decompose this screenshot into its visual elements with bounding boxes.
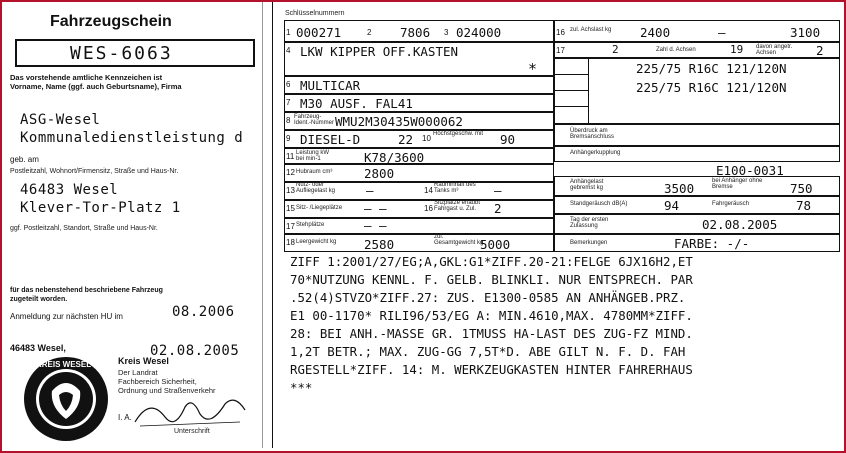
speed-label: Höchstgeschw. mit [433, 131, 484, 137]
trailer-load-label: Anhängelast gebremst kg [570, 179, 604, 191]
field-number-1: 1 [286, 28, 291, 37]
signature-caption: Unterschrift [174, 428, 210, 435]
seats-label: Sitz- /Liegeplätze [296, 205, 343, 211]
address-caption: Postleitzahl, Wohnort/Firmensitz, Straße und Haus-Nr. [10, 168, 179, 175]
axle-field-20b: 19 [730, 43, 744, 56]
remark-line: 70*NUTZUNG KENNL. F. GELB. BLINKLI. NUR ENTSPRECH. PAR [290, 272, 693, 287]
field-number-13: 13 [286, 186, 295, 195]
panel-divider [272, 2, 273, 448]
authority-sub: Der Landrat Fachbereich Sicherheit, Ordnung und Straßenverkehr [118, 368, 216, 395]
payload: — [366, 183, 374, 198]
gross-weight-label: zul. Gesamtgewicht kg [434, 234, 484, 246]
gross-weight: 5000 [480, 237, 511, 252]
field-number-17: 17 [286, 222, 295, 231]
born-label: geb. am [10, 155, 39, 164]
first-registration: 02.08.2005 [702, 217, 778, 232]
field-number-16: 16 [424, 204, 433, 213]
authority-name: Kreis Wesel [118, 356, 169, 366]
tyre-size-1: 225/75 R16C 121/120N [636, 61, 787, 76]
displacement-label: Hubraum cm³ [296, 169, 333, 175]
field-17-box [284, 218, 554, 234]
remark-line: *** [290, 380, 313, 395]
first-registration-label: Tag der ersten Zulassung [570, 217, 609, 229]
axle-count: 2 [612, 43, 619, 56]
axle-load-1: 2400 [640, 25, 671, 40]
driven-axles: 2 [816, 43, 824, 58]
seal-lettering: KREIS WESEL [36, 360, 92, 369]
seats-allowed: 2 [494, 201, 502, 216]
vehicle-type: LKW KIPPER OFF.KASTEN [300, 44, 459, 59]
panel-divider-2 [262, 2, 263, 448]
vin-label: Fahrzeug-Ident.-Nummer [294, 114, 335, 126]
drive-noise-label: Fahrgeräusch [712, 201, 750, 207]
stationary-noise: 94 [664, 198, 680, 213]
key-number-label: Schlüsselnummern [285, 10, 345, 17]
remark-line: E1 00-1170* RILI96/53/EG A: MIN.4610,MAX. 4780MM*ZIFF. [290, 308, 693, 323]
brake-label: Überdruck am Bremsanschluss [570, 128, 615, 140]
fuel-code: 22 [398, 132, 414, 147]
field-number-15: 15 [286, 204, 295, 213]
field-number-14: 14 [424, 186, 433, 195]
displacement: 2800 [364, 166, 395, 181]
stationary-noise-label: Standgeräusch dB(A) [570, 201, 628, 207]
field-number-7: 7 [286, 98, 291, 107]
empty-weight: 2580 [364, 237, 395, 252]
axle-load-2: — [718, 25, 726, 40]
field-number-2: 2 [367, 28, 372, 37]
tyre-row-1 [554, 74, 588, 75]
tyre-row-2 [554, 90, 588, 91]
hu-label: Anmeldung zur nächsten HU im [10, 312, 123, 321]
address-line-2: Klever-Tor-Platz 1 [20, 200, 181, 216]
tyre-size-2: 225/75 R16C 121/120N [636, 80, 787, 95]
trailer-load: 3500 [664, 181, 695, 196]
fuel: DIESEL-D [300, 132, 361, 147]
owner-name-2: Kommunaledienstleistung d [20, 130, 244, 146]
issue-date: 02.08.2005 [150, 343, 240, 359]
remark-code: E100-0031 [716, 163, 784, 178]
power: K78/3600 [364, 150, 425, 165]
field-number-11: 11 [286, 152, 295, 161]
remark-line: RGESTELL*ZIFF. 14: M. WERKZEUGKASTEN HINTER FAHRERHAUS [290, 362, 693, 377]
field-number-20: 17 [556, 46, 565, 55]
payload-label: Nutz- oder Aufliegelast kg [296, 182, 336, 194]
field-number-18: 18 [286, 238, 295, 247]
unbraked-load: 750 [790, 181, 813, 196]
remark-line: .52(4)STVZO*ZIFF.27: ZUS. E1300-0585 AN ANHÄNGEB.PRZ. [290, 290, 686, 305]
power-label: Leistung kW bei min-1 [296, 150, 330, 162]
issue-place: 46483 Wesel, [10, 343, 66, 353]
standing: — — [364, 218, 387, 233]
field-2-value: 7806 [400, 25, 431, 40]
model: M30 AUSF. FAL41 [300, 96, 413, 111]
axle-load-label: zul. Achslast kg [570, 27, 612, 33]
tank: — [494, 183, 502, 198]
seats-allowed-label: Sitzplätze erlaubt Fahrgast u. Zul. [434, 200, 481, 212]
ia-label: I. A. [118, 413, 132, 422]
tyre-divider [588, 58, 589, 124]
hu-value: 08.2006 [172, 304, 235, 320]
field-number-10: 10 [422, 134, 431, 143]
axle-count-label: Zahl d. Achsen [656, 47, 696, 53]
color: FARBE: -/- [674, 236, 750, 251]
standing-label: Stehplätze [296, 222, 325, 228]
vin: WMU2M30435W000062 [335, 114, 463, 129]
owner-name: ASG-Wesel [20, 112, 101, 128]
drive-noise: 78 [796, 198, 812, 213]
unbraked-label: bei Anhänger ohne Bremse [712, 178, 763, 190]
field-number-19: 16 [556, 28, 565, 37]
field-1-value: 000271 [296, 25, 342, 40]
signature [130, 392, 250, 432]
axle-load-3: 3100 [790, 25, 821, 40]
remark-line: ZIFF 1:2001/27/EG;A,GKL:G1*ZIFF.20-21:FELGE 6JX16H2,ET [290, 254, 693, 269]
field-5-mark: * [528, 60, 538, 78]
license-plate: WES-6063 [70, 43, 173, 64]
field-20-box [554, 42, 840, 58]
owner-caption: Das vorstehende amtliche Kennzeichen ist Vorname, Name (ggf. auch Geburtsname), Firma [10, 73, 182, 91]
approval-note: für das nebenstehend beschriebene Fahrzeug zugeteilt worden. [10, 287, 163, 303]
field-number-12: 12 [286, 168, 295, 177]
tyre-row-3 [554, 106, 588, 107]
remarks-label: Bemerkungen [570, 240, 608, 246]
max-speed: 90 [500, 132, 516, 147]
field-number-3: 3 [444, 28, 449, 37]
field-number-4: 4 [286, 46, 291, 55]
empty-weight-label: Leergewicht kg [296, 239, 337, 245]
manufacturer: MULTICAR [300, 78, 361, 93]
driven-axles-label: davon angetr. Achsen [756, 44, 793, 56]
tank-label: Rauminhalt des Tanks m³ [434, 182, 476, 194]
field-3-value: 024000 [456, 25, 502, 40]
remark-line: 28: BEI ANH.-MASSE GR. 1TMUSS HA-LAST DES ZUG-FZ MIND. [290, 326, 693, 341]
address-caption-2: ggf. Postleitzahl, Standort, Straße und Haus-Nr. [10, 225, 158, 232]
field-number-9: 9 [286, 134, 291, 143]
remark-line: 1,2T BETR.; MAX. ZUG-GG 7,5T*D. ABE GILT N. F. D. FAH [290, 344, 686, 359]
address-line-1: 46483 Wesel [20, 182, 119, 198]
field-number-8: 8 [286, 116, 291, 125]
coupling-label: Anhängerkupplung [570, 150, 621, 156]
document-title: Fahrzeugschein [50, 13, 172, 30]
field-number-6: 6 [286, 80, 291, 89]
seats: — — [364, 201, 387, 216]
